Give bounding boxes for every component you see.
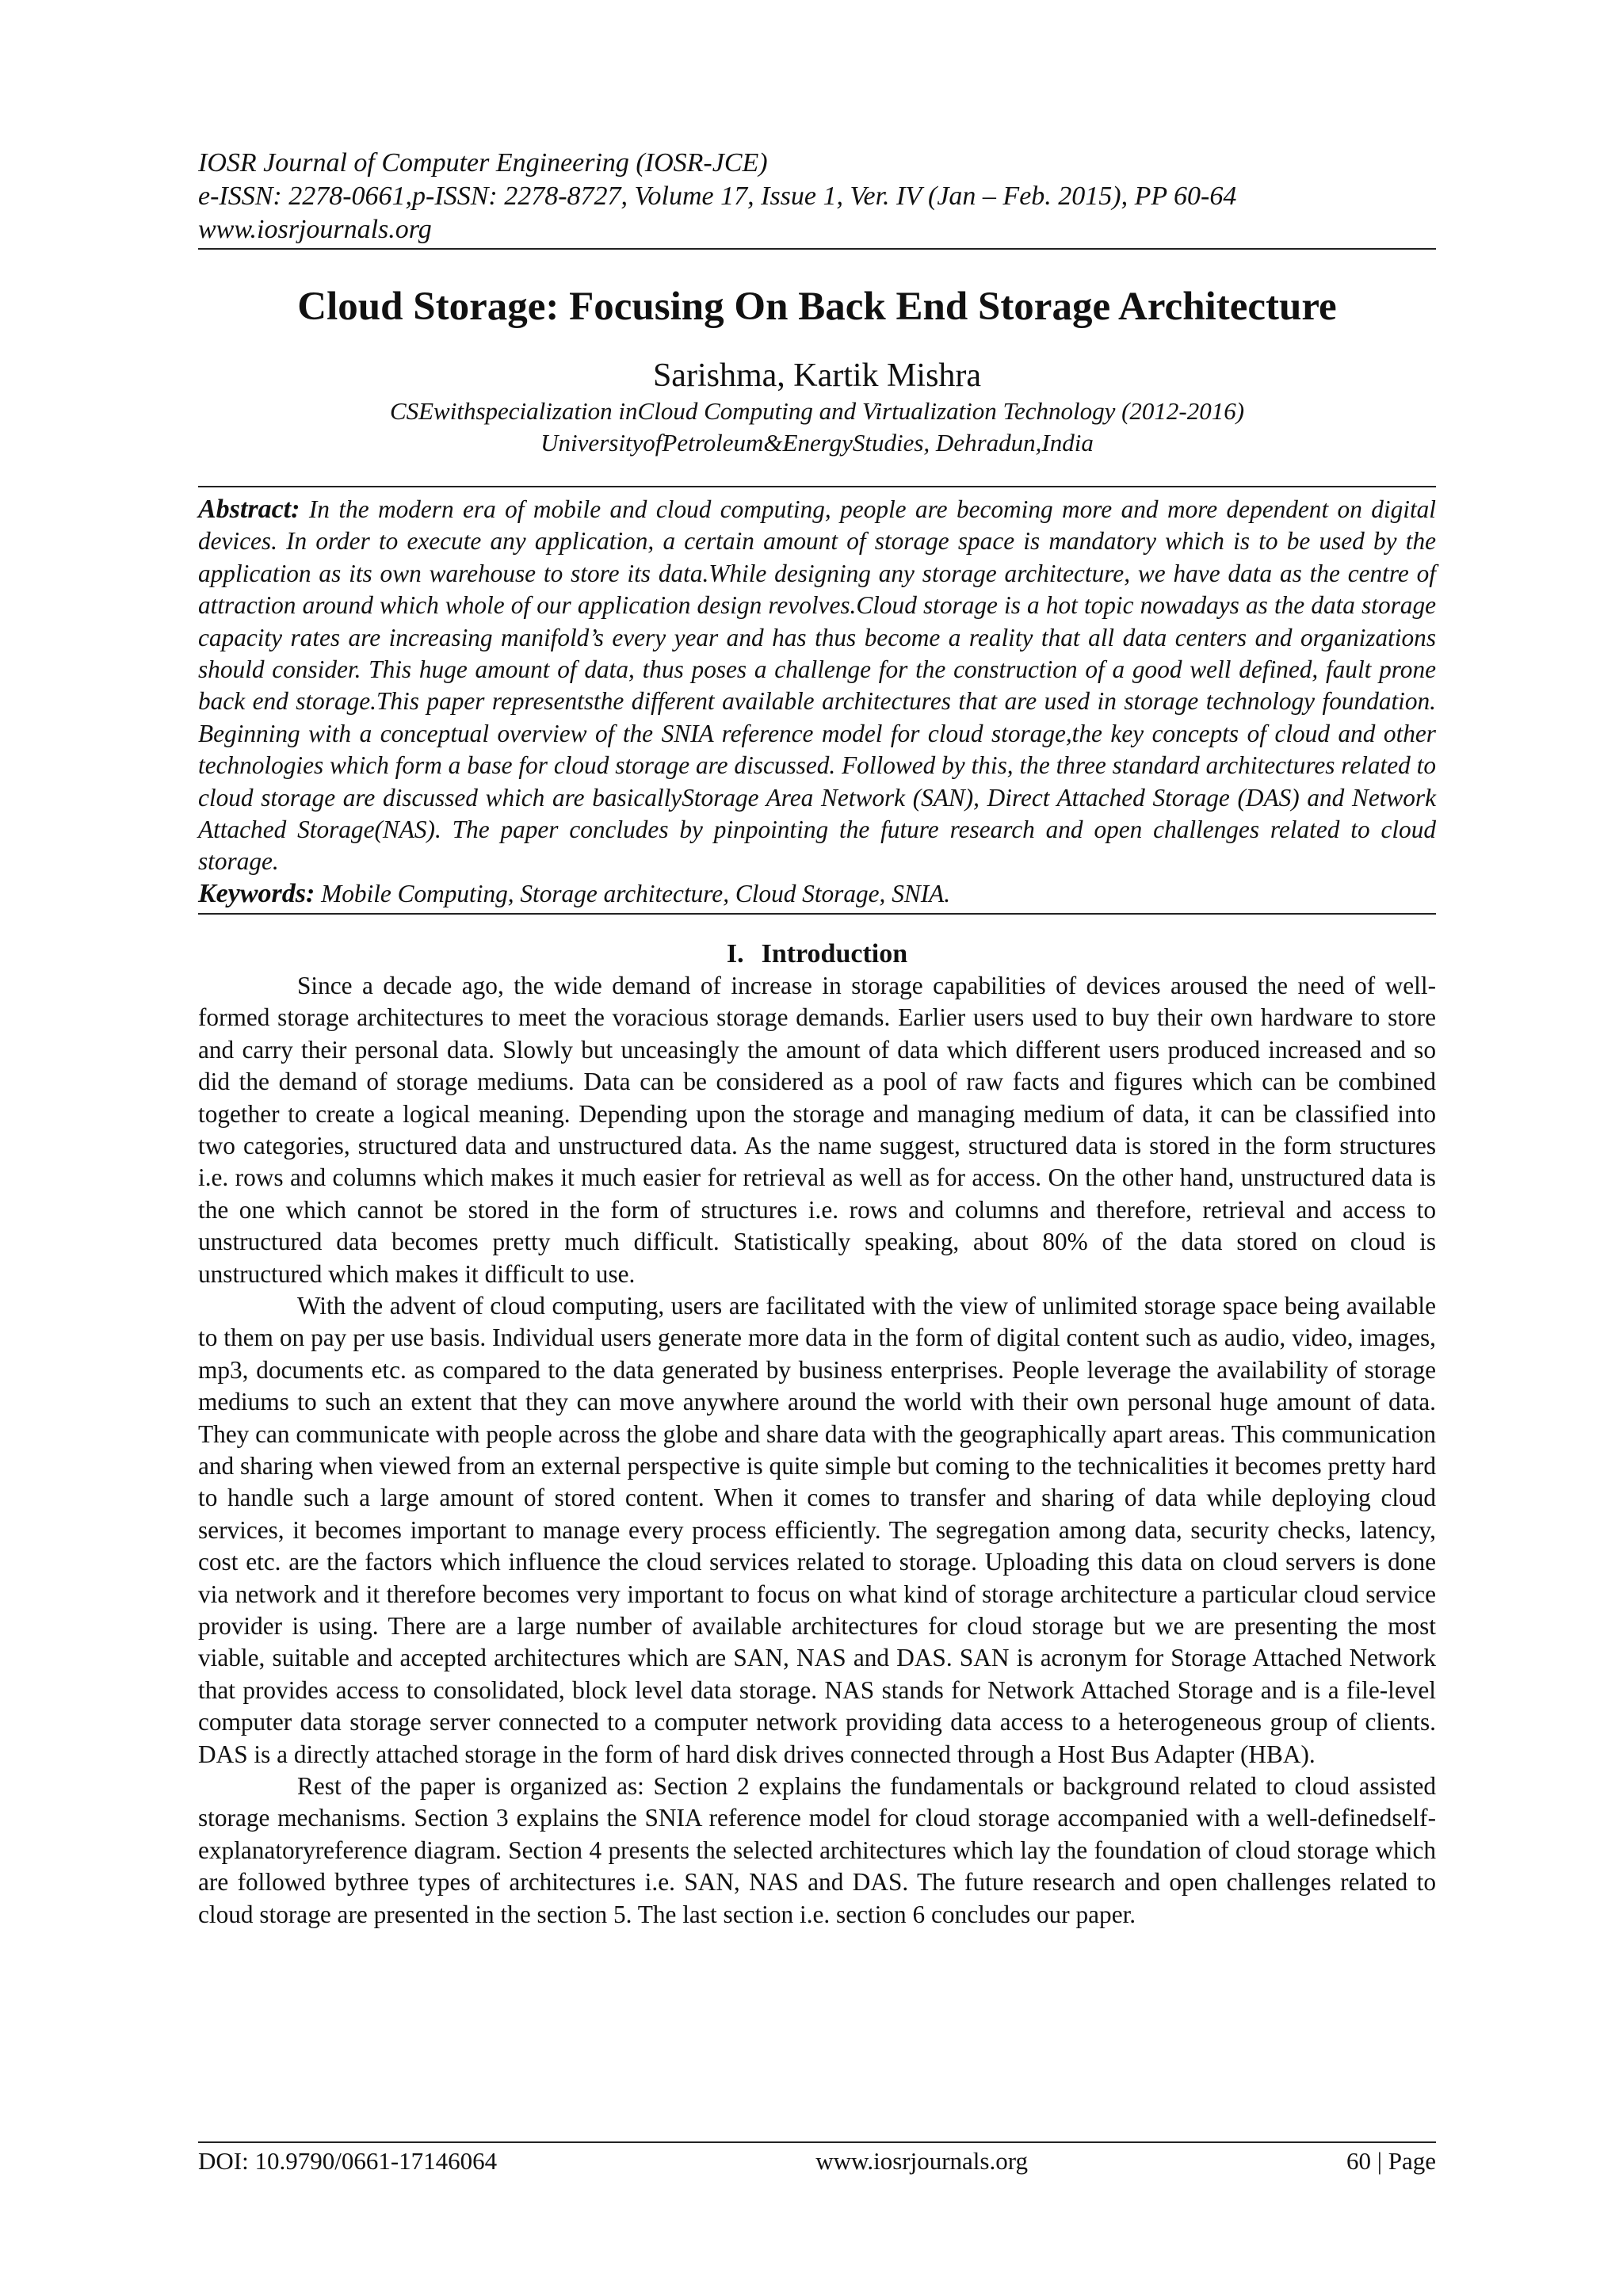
abstract [198,486,1436,878]
footer-doi: DOI: 10.9790/0661-17146064 [198,2147,498,2175]
authors: Sarishma, Kartik Mishra [652,357,982,394]
journal-header [198,147,1436,246]
header-rule [198,248,1436,250]
paragraph: Rest of the paper is organized as: Section 2 explains the fundamentals or background related to cloud assisted storage mechanisms. Section 3 explains the SNIA reference model for cloud storage accompanied with a well-definedself-explanatoryreference diagram. Section 4 presents the selected architectures which lay the foundation of cloud storage which are followed bythree types of architectures i.e. SAN, NAS and DAS. The future research and open challenges related to cloud storage are presented in the section 5. The last section i.e. section 6 concludes our paper. [198,1772,1436,1928]
keywords-label: Keywords: [198,878,315,908]
paper-page [198,147,1436,1931]
footer-website: www.iosrjournals.org [815,2147,1028,2175]
journal-website: www.iosrjournals.org [198,215,432,244]
section-title: Introduction [761,938,908,968]
paragraph: Since a decade ago, the wide demand of increase in storage capabilities of devices aroused the need of well-formed storage architectures to meet the voracious storage demands. Earlier users used to buy their own hardware to store and carry their personal data. Slowly but unceasingly the amount of data which different users produced increased and so did the demand of storage mediums. Data can be considered as a pool of raw facts and figures which can be combined together to create a logical meaning. Depending upon the storage and managing medium of data, it can be classified into two categories, structured data and unstructured data. As the name suggest, structured data is stored in the form structures i.e. rows and columns which makes it much easier for retrieval as well as for access. On the other hand, unstructured data is the one which cannot be stored in the form of structures i.e. rows and columns and therefore, retrieval and access to unstructured data becomes pretty much difficult. Statistically speaking, about 80% of the data stored on cloud is unstructured which makes it difficult to use. [198,971,1436,1288]
keywords-text: Mobile Computing, Storage architecture, Cloud Storage, SNIA. [315,879,951,907]
abstract-label: Abstract: [198,495,300,524]
issn-line: e-ISSN: 2278-0661,p-ISSN: 2278-8727, Volume 17, Issue 1, Ver. IV (Jan – Feb. 2015), PP 60-64 [198,181,1237,211]
affiliation-program: CSEwithspecialization inCloud Computing and Virtualization Technology (2012-2016) [389,397,1245,425]
page-footer [198,2141,1436,2176]
paper-title: Cloud Storage: Focusing On Back End Storage Architecture [297,285,1337,329]
section-number: I. [726,938,744,968]
journal-name: IOSR Journal of Computer Engineering (IOSR-JCE) [198,148,768,178]
keywords [198,878,1436,910]
affiliation-university: UniversityofPetroleum&EnergyStudies, Dehradun,India [540,429,1094,457]
paragraph: With the advent of cloud computing, users are facilitated with the view of unlimited storage space being available to them on pay per use basis. Individual users generate more data in the form of digital content such as audio, video, images, mp3, documents etc. as compared to the data generated by business enterprises. People leverage the availability of storage mediums to such an extent that they can move anywhere around the world with their own personal huge amount of data. They can communicate with people across the globe and share data with the geographically apart areas. This communication and sharing when viewed from an external perspective is quite simple but coming to the technicalities it becomes pretty hard to handle such a large amount of stored content. When it comes to transfer and sharing of data while deploying cloud services, it becomes important to manage every process efficiently. The segregation among data, security checks, latency, cost etc. are the factors which influence the cloud services related to storage. Uploading this data on cloud servers is done via network and it therefore becomes very important to focus on what kind of storage architecture a particular cloud service provider is using. There are a large number of available architectures for cloud storage but we are presenting the most viable, suitable and accepted architectures which are SAN, NAS and DAS. SAN is acronym for Storage Attached Network that provides access to consolidated, block level data storage. NAS stands for Network Attached Storage and is a file-level computer data storage server connected to a computer network providing data access to a heterogeneous group of clients. DAS is a directly attached storage in the form of hard disk drives connected through a Host Bus Adapter (HBA). [198,1291,1436,1768]
footer-page-number: 60 | Page [1346,2147,1436,2175]
section-heading-introduction [198,938,1436,970]
keywords-rule [198,913,1436,915]
introduction-body [198,970,1436,1931]
abstract-text: In the modern era of mobile and cloud computing, people are becoming more and more dependent on digital devices. In order to execute any application, a certain amount of storage space is mandatory which is to be used by the application as its own warehouse to store its data.While designing any storage architecture, we have data as the centre of attraction around which whole of our application design revolves.Cloud storage is a hot topic nowadays as the data storage capacity rates are increasing manifold’s every year and has thus become a reality that all data centers and organizations should consider. This huge amount of data, thus poses a challenge for the construction of a good well defined, fault prone back end storage.This paper representsthe different available architectures that are used in storage technology foundation. Beginning with a conceptual overview of the SNIA reference model for cloud storage,the key concepts of cloud and other technologies which form a base for cloud storage are discussed. Followed by this, the three standard architectures related to cloud storage are discussed which are basicallyStorage Area Network (SAN), Direct Attached Storage (DAS) and Network Attached Storage(NAS). The paper concludes by pinpointing the future research and open challenges related to cloud storage. [198,495,1436,876]
